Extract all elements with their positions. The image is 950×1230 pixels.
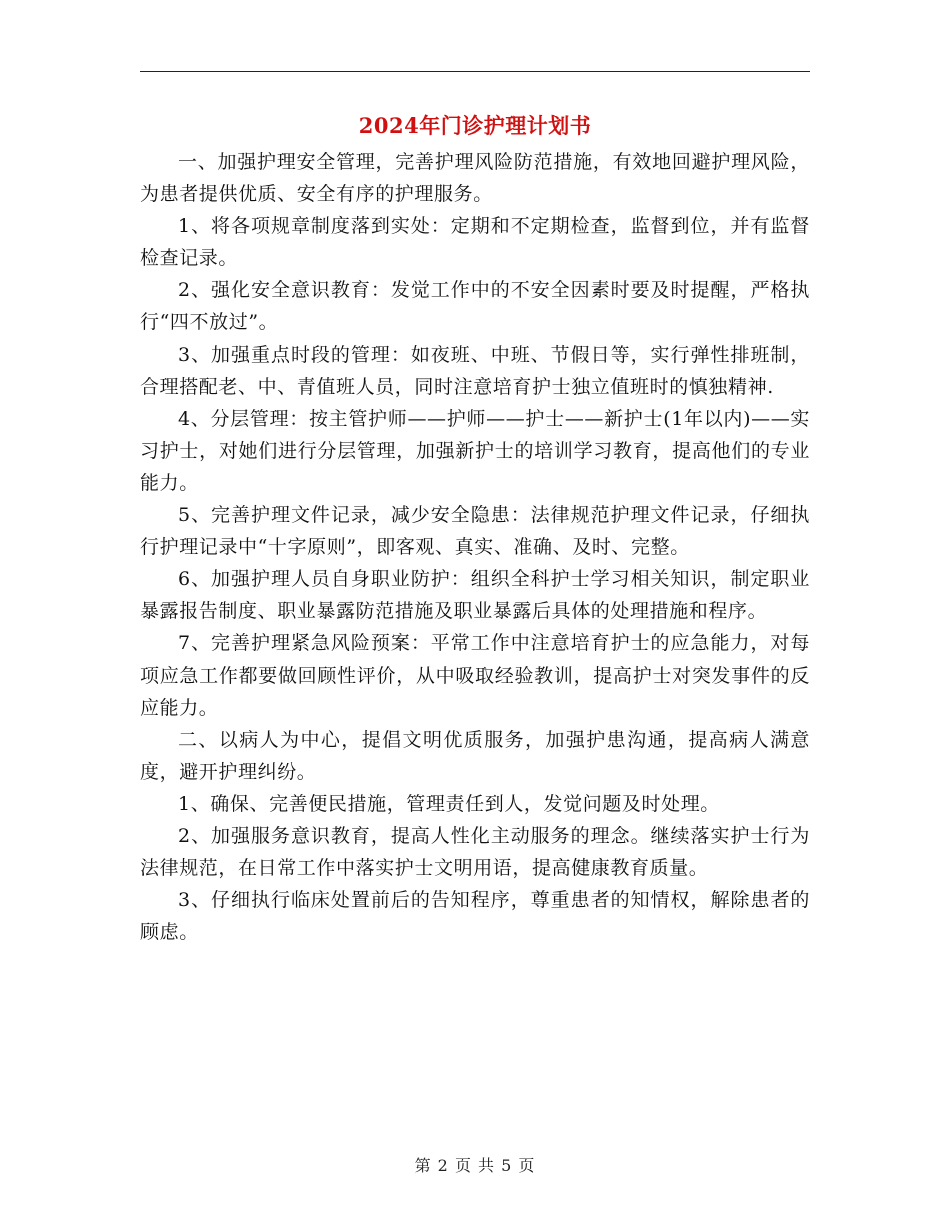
- page-number-footer: 第 2 页 共 5 页: [414, 1156, 536, 1175]
- paragraph-item-1-4: 4、分层管理：按主管护师——护师——护士——新护士(1年以内)——实习护士，对她们进行分层管理，加强新护士的培训学习教育，提高他们的专业能力。: [140, 407, 810, 494]
- header-rule: [140, 71, 810, 72]
- document-title: 2024年门诊护理计划书: [358, 113, 592, 138]
- paragraph-item-2-1: 1、确保、完善便民措施，管理责任到人，发觉问题及时处理。: [178, 792, 720, 815]
- paragraph-section-2-heading: 二、以病人为中心，提倡文明优质服务，加强护患沟通，提高病人满意度，避开护理纠纷。: [140, 728, 810, 783]
- paragraph-item-1-3: 3、加强重点时段的管理：如夜班、中班、节假日等，实行弹性排班制，合理搭配老、中、青值班人员，同时注意培育护士独立值班时的慎独精神.: [140, 343, 810, 398]
- paragraph-item-1-5: 5、完善护理文件记录，减少安全隐患：法律规范护理文件记录，仔细执行护理记录中“十字原则”，即客观、真实、准确、及时、完整。: [140, 504, 810, 559]
- paragraph-item-2-3: 3、仔细执行临床处置前后的告知程序，尊重患者的知情权，解除患者的顾虑。: [140, 889, 810, 944]
- paragraph-item-1-2: 2、强化安全意识教育：发觉工作中的不安全因素时要及时提醒，严格执行“四不放过”。: [140, 279, 810, 334]
- document-body: [140, 146, 810, 948]
- paragraph-item-1-1: 1、将各项规章制度落到实处：定期和不定期检查，监督到位，并有监督检查记录。: [140, 215, 810, 270]
- paragraph-item-1-6: 6、加强护理人员自身职业防护：组织全科护士学习相关知识，制定职业暴露报告制度、职业暴露防范措施及职业暴露后具体的处理措施和程序。: [140, 568, 810, 623]
- paragraph-item-2-2: 2、加强服务意识教育，提高人性化主动服务的理念。继续落实护士行为法律规范，在日常工作中落实护士文明用语，提高健康教育质量。: [140, 824, 810, 880]
- paragraph-section-1-heading: 一、加强护理安全管理，完善护理风险防范措施，有效地回避护理风险，为患者提供优质、安全有序的护理服务。: [140, 151, 810, 206]
- paragraph-item-1-7: 7、完善护理紧急风险预案：平常工作中注意培育护士的应急能力，对每项应急工作都要做回顾性评价，从中吸取经验教训，提高护士对突发事件的反应能力。: [140, 632, 810, 719]
